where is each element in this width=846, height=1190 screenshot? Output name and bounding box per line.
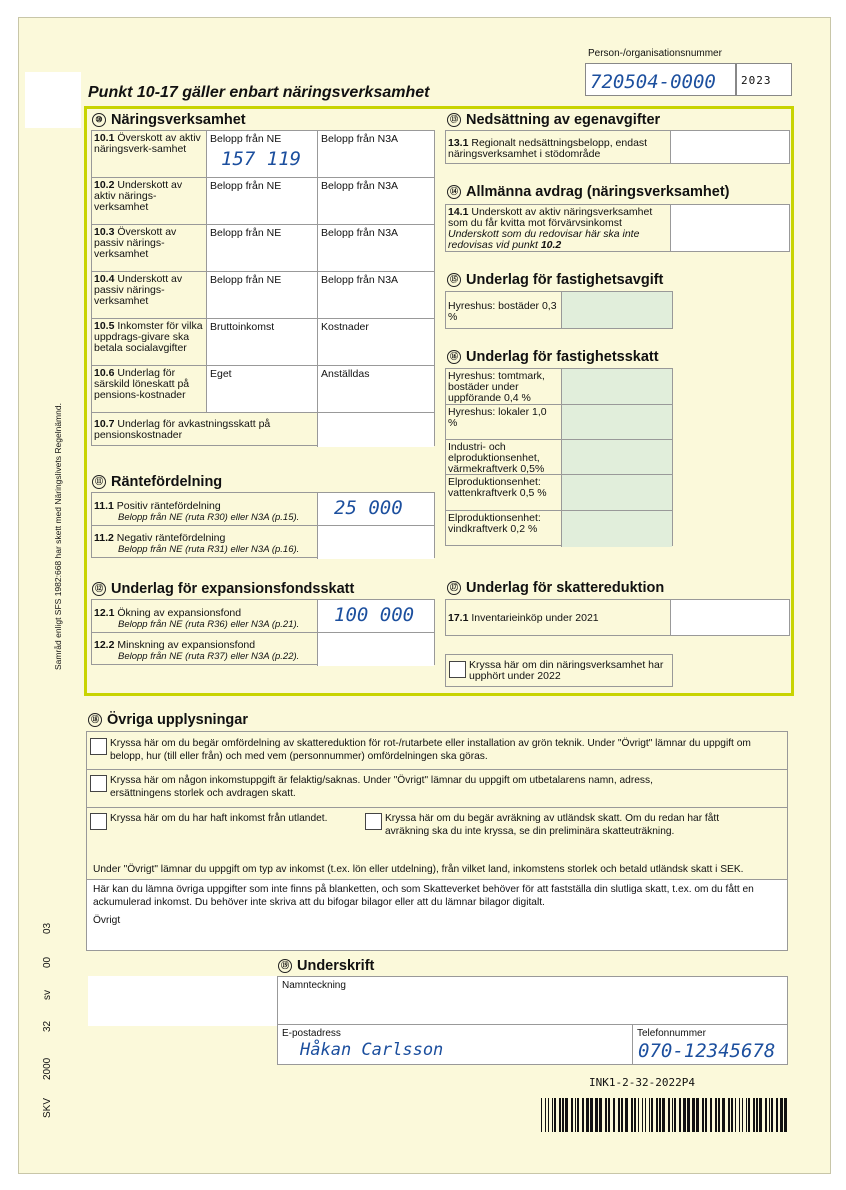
- barcode-bar: [634, 1098, 636, 1132]
- row-10-3: 10.3 Överskott av passiv närings-verksamhet Belopp från NE Belopp från N3A: [92, 225, 434, 272]
- barcode: [539, 1098, 791, 1132]
- barcode-bar: [674, 1098, 676, 1132]
- email-field[interactable]: E-postadress Håkan Carlsson: [278, 1025, 633, 1064]
- pnr-value: 720504-0000: [590, 71, 716, 93]
- s16-row-3: Industri- och elproduktionsenhet, värmekraftverk 0,5%: [446, 440, 672, 475]
- s16-row-1: Hyreshus: tomtmark, bostäder under uppförande 0,4 %: [446, 369, 672, 405]
- s12-title: ⑫ Underlag för expansionsfondsskatt: [92, 581, 354, 597]
- row-12-2: 12.2 Minskning av expansionsfond Belopp från NE (ruta R37) eller N3A (p.22).: [92, 633, 434, 666]
- barcode-bar: [571, 1098, 573, 1132]
- skv-3: sv: [42, 990, 53, 1000]
- row-10-7: 10.7 Underlag för avkastningsskatt på pensionskostnader: [92, 413, 434, 447]
- pnr-field[interactable]: [585, 63, 736, 96]
- barcode-bar: [731, 1098, 733, 1132]
- row-11-1: 11.1 Positiv räntefördelning Belopp från NE (ruta R30) eller N3A (p.15). 25 000: [92, 493, 434, 526]
- row-10-4: 10.4 Underskott av passiv närings-verksamhet Belopp från NE Belopp från N3A: [92, 272, 434, 319]
- field-12-1[interactable]: 100 000: [317, 600, 434, 632]
- field-10-2-ne[interactable]: Belopp från NE: [206, 178, 317, 224]
- barcode-bar: [608, 1098, 610, 1132]
- barcode-bar: [621, 1098, 623, 1132]
- barcode-bar: [784, 1098, 787, 1132]
- s12-table: [91, 599, 435, 665]
- barcode-bar: [662, 1098, 665, 1132]
- row-11-2: 11.2 Negativ räntefördelning Belopp från NE (ruta R31) eller N3A (p.16).: [92, 526, 434, 559]
- foreign-income-checkbox[interactable]: [90, 813, 107, 830]
- barcode-bar: [599, 1098, 602, 1132]
- phone-field[interactable]: Telefonnummer 070-12345678: [633, 1025, 787, 1064]
- s13-title: ⑬ Nedsättning av egenavgifter: [447, 112, 660, 128]
- barcode-bar: [559, 1098, 561, 1132]
- barcode-bar: [759, 1098, 762, 1132]
- row-12-1: 12.1 Ökning av expansionsfond Belopp från NE (ruta R36) eller N3A (p.21). 100 000: [92, 600, 434, 633]
- barcode-bar: [776, 1098, 778, 1132]
- rot-rut-checkbox[interactable]: [90, 738, 107, 755]
- s16-field-4[interactable]: [561, 475, 672, 510]
- s18-ovrigt-field[interactable]: Här kan du lämna övriga uppgifter som inte finns på blanketten, och som Skatteverket behöver för att fastställa din slutliga skatt, t.ex. om du fått en ackumulerad inkomst. Du behöver inte skriva att du bifogar bilagor eller att du lämnar bilagor digitalt. Övrigt: [87, 880, 787, 950]
- row-10-2: 10.2 Underskott av aktiv närings-verksamhet Belopp från NE Belopp från N3A: [92, 178, 434, 225]
- barcode-bar: [679, 1098, 681, 1132]
- pnr-label: Person-/organisationsnummer: [588, 48, 722, 59]
- field-10-4-ne[interactable]: Belopp från NE: [206, 272, 317, 318]
- s18-row2: Kryssa här om någon inkomstuppgift är felaktig/saknas. Under "Övrigt" lämnar du uppgift om utbetalarens namn, adress, ersättningens storlek och avdragen skatt.: [87, 770, 787, 808]
- barcode-bar: [582, 1098, 584, 1132]
- barcode-bar: [613, 1098, 615, 1132]
- field-13-1[interactable]: [670, 131, 789, 163]
- barcode-bar: [577, 1098, 579, 1132]
- field-11-1[interactable]: 25 000: [317, 493, 434, 525]
- s19-box: [277, 976, 788, 1065]
- s16-title: ⑯ Underlag för fastighetsskatt: [447, 349, 659, 365]
- field-14-1[interactable]: [670, 205, 789, 251]
- field-10-3-ne[interactable]: Belopp från NE: [206, 225, 317, 271]
- signature-field[interactable]: Namnteckning: [278, 977, 787, 1025]
- s18-box: [86, 731, 788, 951]
- field-10-6-ne[interactable]: Eget: [206, 366, 317, 412]
- barcode-bar: [715, 1098, 717, 1132]
- skv-5: 03: [42, 922, 53, 934]
- row-10-6: 10.6 Underlag för särskild löneskatt på pensions-kostnader Eget Anställdas: [92, 366, 434, 413]
- field-10-3-n3a[interactable]: Belopp från N3A: [317, 225, 434, 271]
- barcode-bar: [545, 1098, 546, 1132]
- barcode-bar: [756, 1098, 758, 1132]
- field-10-5-ne[interactable]: Bruttoinkomst: [206, 319, 317, 365]
- barcode-bar: [651, 1098, 653, 1132]
- field-10-2-n3a[interactable]: Belopp från N3A: [317, 178, 434, 224]
- skv-4: 00: [42, 956, 53, 968]
- barcode-bar: [722, 1098, 725, 1132]
- barcode-bar: [552, 1098, 553, 1132]
- s16-row-4: Elproduktionsenhet: vattenkraftverk 0,5 %: [446, 475, 672, 511]
- s16-row-2: Hyreshus: lokaler 1,0 %: [446, 405, 672, 440]
- field-15-1[interactable]: [561, 292, 672, 328]
- s14-table: 14.1 Underskott av aktiv näringsverksamhet som du får kvitta mot förvärvsinkomst Underskott som du redovisar här ska inte redovisas vid punkt 10.2: [445, 204, 790, 252]
- barcode-bar: [659, 1098, 661, 1132]
- form-code: INK1-2-32-2022P4: [589, 1076, 695, 1089]
- barcode-bar: [554, 1098, 556, 1132]
- field-17-1[interactable]: [670, 600, 789, 635]
- field-10-4-n3a[interactable]: Belopp från N3A: [317, 272, 434, 318]
- barcode-bar: [565, 1098, 568, 1132]
- barcode-bar: [705, 1098, 707, 1132]
- skv-0: SKV: [42, 1097, 53, 1118]
- s17-title: ⑰ Underlag för skattereduktion: [447, 580, 664, 596]
- s16-row-5: Elproduktionsenhet: vindkraftverk 0,2 %: [446, 511, 672, 547]
- barcode-bar: [728, 1098, 730, 1132]
- skv-2: 32: [42, 1020, 53, 1032]
- row-10-5: 10.5 Inkomster för vilka uppdrags-givare ska betala socialavgifter Bruttoinkomst Kostnader: [92, 319, 434, 366]
- barcode-bar: [548, 1098, 549, 1132]
- barcode-bar: [735, 1098, 736, 1132]
- form-page: [18, 17, 831, 1174]
- barcode-bar: [718, 1098, 720, 1132]
- barcode-bar: [742, 1098, 743, 1132]
- blank-block: [25, 72, 81, 128]
- s10-title: ⑩ Näringsverksamhet: [92, 112, 246, 128]
- page-heading: Punkt 10-17 gäller enbart näringsverksamhet: [88, 84, 430, 101]
- barcode-bar: [562, 1098, 564, 1132]
- barcode-bar: [765, 1098, 767, 1132]
- side-note: Samråd enligt SFS 1982:668 har skett med Näringslivets Regelnämnd.: [53, 403, 63, 670]
- s16-field-5[interactable]: [561, 511, 672, 547]
- barcode-bar: [642, 1098, 643, 1132]
- s18-row1: Kryssa här om du begär omfördelning av skattereduktion för rot-/rutarbete eller installation av grön teknik. Under "Övrigt" lämnar du uppgift om belopp, hur (till eller från) och med vem (personnummer) omfördelningen ska göras.: [87, 732, 787, 770]
- barcode-bar: [586, 1098, 589, 1132]
- barcode-bar: [625, 1098, 628, 1132]
- barcode-bar: [668, 1098, 670, 1132]
- barcode-bar: [769, 1098, 770, 1132]
- barcode-bar: [692, 1098, 695, 1132]
- s10-table: [91, 130, 435, 446]
- s18-title: ⑱ Övriga upplysningar: [88, 712, 248, 728]
- barcode-bar: [649, 1098, 650, 1132]
- barcode-bar: [638, 1098, 639, 1132]
- income-error-checkbox[interactable]: [90, 775, 107, 792]
- barcode-bar: [687, 1098, 690, 1132]
- field-10-1-ne[interactable]: Belopp från NE 157 119: [206, 131, 317, 177]
- sign-blank: [88, 976, 278, 1026]
- s11-table: [91, 492, 435, 558]
- s11-title: ⑪ Räntefördelning: [92, 474, 222, 490]
- s17-checkbox-row: Kryssa här om din näringsverksamhet har upphört under 2022: [445, 654, 673, 687]
- field-11-2[interactable]: [317, 526, 434, 559]
- field-10-7[interactable]: [317, 413, 434, 447]
- s16-field-1[interactable]: [561, 369, 672, 404]
- barcode-bar: [683, 1098, 686, 1132]
- ceased-checkbox[interactable]: [449, 661, 466, 678]
- barcode-bar: [748, 1098, 750, 1132]
- s15-title: ⑮ Underlag för fastighetsavgift: [447, 272, 663, 288]
- s15-table: Hyreshus: bostäder 0,3 %: [445, 291, 673, 329]
- barcode-bar: [753, 1098, 755, 1132]
- field-10-6-n3a[interactable]: Anställdas: [317, 366, 434, 412]
- barcode-bar: [771, 1098, 773, 1132]
- barcode-bar: [618, 1098, 620, 1132]
- barcode-bar: [645, 1098, 646, 1132]
- s17-table: 17.1 Inventarieinköp under 2021: [445, 599, 790, 636]
- barcode-bar: [605, 1098, 607, 1132]
- s19-title: ⑲ Underskrift: [278, 958, 374, 974]
- s18-row3: Kryssa här om du har haft inkomst från utlandet. Kryssa här om du begär avräkning av utländsk skatt. Om du redan har fått avräkning ska du inte kryssa, se din preliminära skatteuträkning. Under "Övrigt" lämnar du uppgift om typ av inkomst (t.ex. lön eller utdelning), från vilket land, inkomstens storlek och betald utländsk skatt i SEK.: [87, 808, 787, 880]
- barcode-bar: [739, 1098, 740, 1132]
- barcode-bar: [631, 1098, 633, 1132]
- s14-title: ⑭ Allmänna avdrag (näringsverksamhet): [447, 184, 730, 200]
- barcode-bar: [710, 1098, 712, 1132]
- barcode-bar: [595, 1098, 598, 1132]
- row-10-1: 10.1 Överskott av aktiv näringsverk-samhet Belopp från NE 157 119 Belopp från N3A: [92, 131, 434, 178]
- barcode-bar: [746, 1098, 747, 1132]
- foreign-tax-checkbox[interactable]: [365, 813, 382, 830]
- field-10-1-n3a[interactable]: Belopp från N3A: [317, 131, 434, 177]
- barcode-bar: [780, 1098, 783, 1132]
- barcode-bar: [590, 1098, 593, 1132]
- barcode-bar: [575, 1098, 576, 1132]
- s16-field-2[interactable]: [561, 405, 672, 439]
- year-field: 2023: [736, 63, 792, 96]
- field-12-2[interactable]: [317, 633, 434, 666]
- skv-1: 2000: [42, 1057, 53, 1080]
- barcode-bar: [696, 1098, 699, 1132]
- s13-table: 13.1 Regionalt nedsättningsbelopp, endast näringsverksamhet i stödområde: [445, 130, 790, 164]
- barcode-bar: [702, 1098, 704, 1132]
- barcode-bar: [672, 1098, 673, 1132]
- barcode-bar: [656, 1098, 658, 1132]
- s16-field-3[interactable]: [561, 440, 672, 474]
- barcode-bar: [541, 1098, 542, 1132]
- s16-table: [445, 368, 673, 546]
- field-10-5-n3a[interactable]: Kostnader: [317, 319, 434, 365]
